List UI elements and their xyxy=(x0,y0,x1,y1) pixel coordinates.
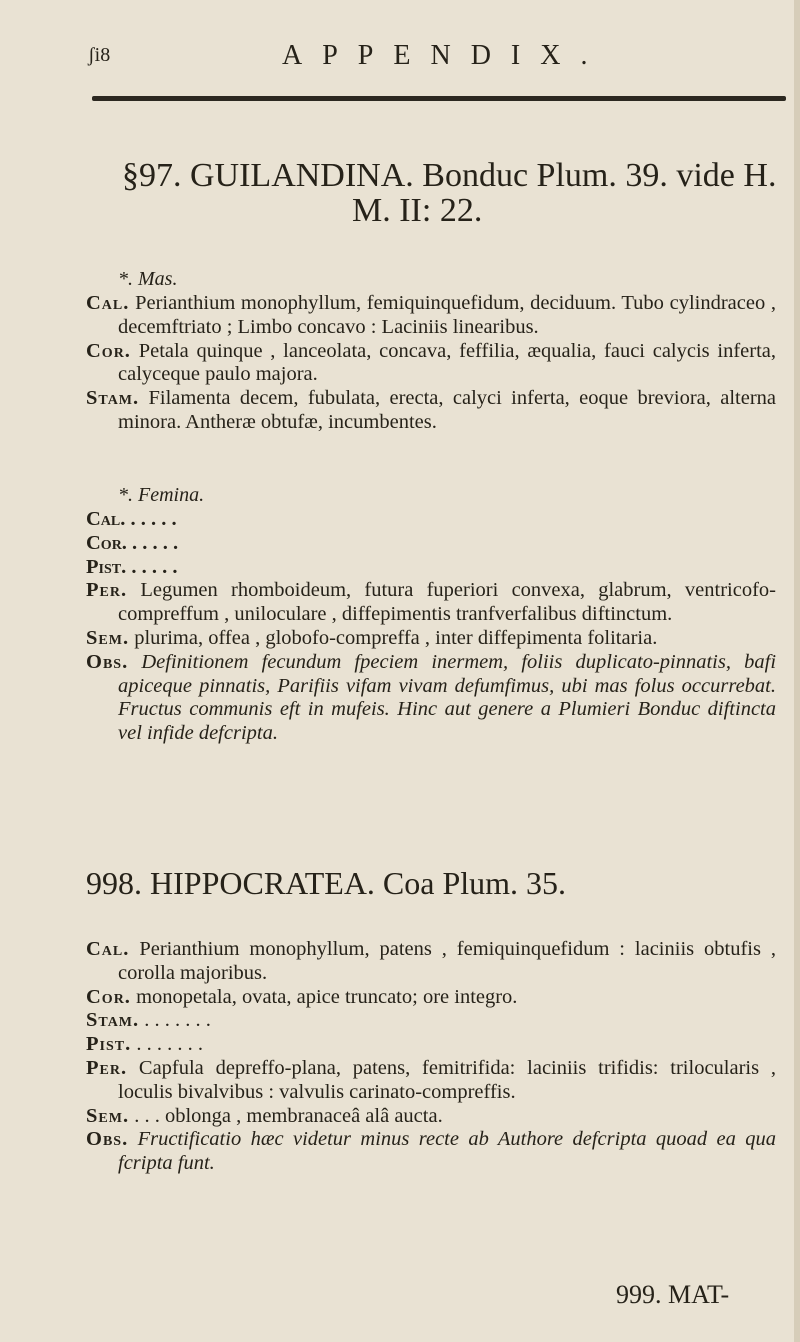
subheading-femina: *. Femina. xyxy=(118,484,205,506)
cal-f-line: Cal. . . . . . xyxy=(86,508,177,530)
pist-paragraph: Pist. . . . . . . . xyxy=(86,1033,203,1056)
catchword: 999. MAT- xyxy=(616,1280,730,1309)
guilandina-description-mas xyxy=(86,292,776,435)
header-rule xyxy=(92,96,786,101)
cal-paragraph: Cal. Perianthium monophyllum, patens , femiquinquefidum : laciniis obtufis , corolla majoribus. xyxy=(86,938,777,984)
guilandina-description-femina xyxy=(86,508,776,746)
cor-paragraph: Cor. monopetala, ovata, apice truncato; ore integro. xyxy=(86,985,518,1008)
page-header xyxy=(0,40,800,80)
entry-title-guilandina: §97. GUILANDINA. Bonduc Plum. 39. vide H. xyxy=(122,157,777,194)
stam-paragraph: Stam. Filamenta decem, fubulata, erecta, calyci inferta, eoque breviora, alterna minora. Antheræ obtufæ, incumbentes. xyxy=(86,387,776,433)
page-edge xyxy=(794,0,800,1342)
hippocratea-description xyxy=(86,938,776,1176)
cor-paragraph: Cor. Petala quinque , lanceolata, concava, feffilia, æqualia, fauci calycis inferta, calyceque paulo majora. xyxy=(86,339,776,386)
per-paragraph: Per. Capfula depreffo-plana, patens, femitrifida: laciniis trifidis: trilocularis , loculis bivalvibus : valvulis carinato-compreffis. xyxy=(86,1056,776,1103)
folio-number: ʃi8 xyxy=(88,44,111,66)
subheading-mas: *. Mas. xyxy=(118,268,178,290)
sem-paragraph: Sem. . . . oblonga , membranaceâ alâ aucta. xyxy=(86,1104,443,1127)
running-title: APPENDIX. xyxy=(282,40,608,71)
cal-paragraph: Cal. Perianthium monophyllum, femiquinquefidum, deciduum. Tubo cylindraceo , decemftriato ; Limbo concavo : Laciniis linearibus. xyxy=(86,292,777,338)
entry-title-hippocratea: 998. HIPPOCRATEA. Coa Plum. 35. xyxy=(86,865,567,901)
entry-title-guilandina-cont: M. II: 22. xyxy=(352,192,483,229)
obs-paragraph: Obs. Fructificatio hæc videtur minus recte ab Authore defcripta quoad ea qua fcripta funt. xyxy=(86,1128,776,1175)
cor-f-line: Cor. . . . . . xyxy=(86,531,179,554)
obs-paragraph: Obs. Definitionem fecundum fpeciem inermem, foliis duplicato-pinnatis, bafi apiceque pinnatis, Parifiis vifam vivam defumfimus, ubi mas folus occurrebat. Fructus communis eft in mufeis. Hinc aut genere a Plumieri Bonduc diftincta vel infide defcripta. xyxy=(86,650,777,745)
pist-f-line: Pist. . . . . . xyxy=(86,555,178,578)
sem-paragraph: Sem. plurima, offea , globofo-compreffa , inter diffepimenta folitaria. xyxy=(86,626,658,649)
stam-paragraph: Stam. . . . . . . . xyxy=(86,1009,211,1032)
per-paragraph: Per. Legumen rhomboideum, futura fuperiori convexa, glabrum, ventricofo-compreffum , uniloculare , diffepimentis tranfverfalibus diftinctum. xyxy=(86,579,776,626)
